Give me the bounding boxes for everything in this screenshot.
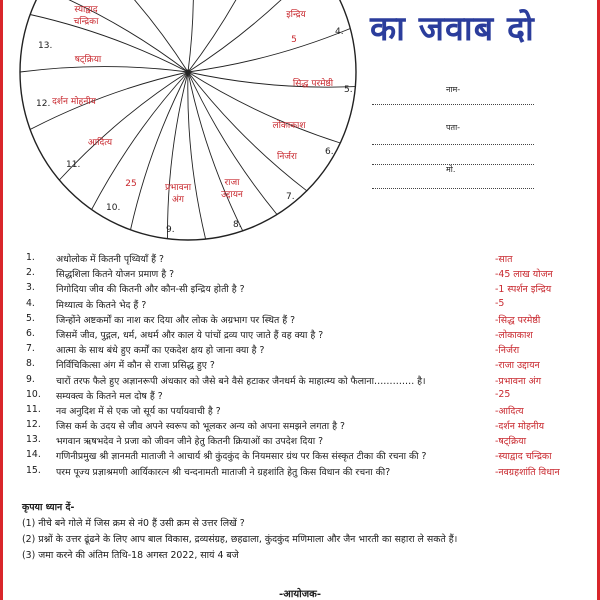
name-field[interactable]	[372, 104, 534, 105]
answer-text: -लोकाकाश	[495, 329, 533, 341]
question-number: 3.	[26, 282, 35, 294]
wheel-answer-label: आदित्य	[87, 138, 113, 148]
question-number: 9.	[26, 373, 35, 385]
wheel-spoke	[20, 67, 188, 72]
answer-text: -45 लाख योजन	[495, 269, 553, 281]
question-row	[26, 358, 586, 373]
answer-text: -राजा उद्दायन	[495, 360, 540, 372]
question-row	[26, 434, 586, 449]
answer-text: -निर्जरा	[495, 345, 520, 357]
answer-text: -प्रभावना अंग	[495, 375, 542, 387]
answer-text: -सात	[495, 254, 513, 265]
wheel-number: 13.	[38, 41, 53, 51]
question-row	[26, 282, 586, 297]
question-row	[26, 419, 586, 434]
question-text: निगोदिया जीव की कितनी और कौन-सी इन्द्रिय होती है ?	[56, 284, 245, 296]
wheel-answer-label: लोकाकाश	[272, 121, 306, 131]
question-number: 5.	[26, 312, 35, 324]
question-number: 2.	[26, 267, 35, 279]
question-number: 6.	[26, 327, 35, 339]
wheel-number: 8.	[233, 220, 242, 230]
wheel-answer-label: राजा उद्दायन	[221, 178, 243, 200]
question-list	[26, 252, 586, 480]
question-row	[26, 267, 586, 282]
question-row	[26, 298, 586, 313]
question-number: 4.	[26, 297, 35, 309]
wheel-spoke	[188, 0, 272, 72]
answer-text: -25	[495, 388, 511, 400]
address-label: पता-	[446, 123, 461, 132]
question-text: मिथ्यात्व के कितने भेद हैं ?	[56, 299, 147, 311]
question-text: परम पूज्य प्रज्ञाश्रमणी आर्यिकारत्न श्री चन्दनामती माताजी ने ग्रहशांति हेतु किस विधान की रचना की?	[56, 466, 391, 478]
question-text: भगवान ऋषभदेव ने प्रजा को जीवन जीने हेतु कितनी क्रियाओं का उपदेश दिया ?	[56, 436, 324, 448]
mobile-label: मो.	[446, 165, 456, 174]
page-title: का जवाब दो	[370, 9, 535, 49]
answer-text: -नवग्रहशांति विधान	[495, 466, 560, 478]
wheel-circle	[20, 0, 356, 240]
note-item: (3) जमा करने की अंतिम तिथि-18 अगस्त 2022, सायं 4 बजे	[22, 550, 239, 561]
question-text: नव अनुदिश में से एक जो सूर्य का पर्यायवाची है ?	[56, 405, 221, 417]
wheel-answer-label: 25	[125, 179, 137, 189]
wheel-answer-label: स्याद्वाद चन्द्रिका	[73, 5, 99, 27]
answer-text: -आदित्य	[495, 405, 524, 417]
question-row	[26, 252, 586, 267]
question-row	[26, 343, 586, 358]
wheel-answer-label: निर्जरा	[276, 152, 298, 162]
question-text: जिस कर्म के उदय से जीव अपने स्वरूप को भूलकर अन्य को अपना समझने लगता है ?	[56, 421, 345, 433]
wheel-spoke	[30, 15, 188, 73]
wheel-number: 7.	[286, 192, 295, 202]
question-number: 12.	[26, 419, 41, 431]
question-number: 1.	[26, 252, 35, 263]
question-text: सिद्धशिला कितने योजन प्रमाण है ?	[56, 269, 175, 281]
question-number: 8.	[26, 358, 35, 370]
notes-heading: कृपया ध्यान दें-	[22, 502, 75, 513]
wheel-number: 10.	[106, 203, 121, 213]
question-number: 10.	[26, 388, 41, 400]
wheel-number: 4.	[335, 27, 344, 37]
wheel-spoke	[188, 0, 193, 72]
answer-text: -षट्क्रिया	[495, 436, 527, 448]
wheel-spoke	[167, 72, 188, 239]
wheel-number: 6.	[325, 147, 334, 157]
wheel-hub	[186, 70, 191, 75]
question-number: 14.	[26, 449, 41, 461]
question-text: अधोलोक में कितनी पृथ्वियाँ हैं ?	[56, 254, 164, 265]
question-text: चारों तरफ फैले हुए अज्ञानरूपी अंधकार को जैसे बने वैसे हटाकर जैनधर्म के माहात्म्य को फैलाना…………. है।	[56, 375, 426, 387]
wheel-spoke	[188, 72, 206, 239]
question-row	[26, 465, 586, 480]
wheel-answer-label: 5	[291, 35, 297, 45]
question-number: 11.	[26, 403, 41, 415]
notes-section	[22, 500, 457, 564]
question-text: निर्विचिकित्सा अंग में कौन से राजा प्रसिद्ध हुए ?	[56, 360, 215, 372]
question-text: सम्यक्त्व के कितने मल दोष हैं ?	[56, 390, 163, 402]
note-item: (1) नीचे बने गोले में जिस क्रम से नं0 हैं उसी क्रम से उत्तर लिखें ?	[22, 518, 245, 529]
wheel-spoke	[131, 72, 189, 230]
question-number: 13.	[26, 434, 41, 446]
answer-text: -सिद्ध परमेष्ठी	[495, 314, 541, 326]
wheel-spoke	[188, 72, 307, 191]
answer-text: -1 स्पर्शन इन्द्रिय	[495, 284, 552, 296]
mobile-field[interactable]	[372, 188, 534, 189]
question-row	[26, 328, 586, 343]
question-row	[26, 313, 586, 328]
question-number: 15.	[26, 464, 41, 476]
wheel-answer-label: प्रभावना अंग	[164, 183, 192, 205]
wheel-number: 11.	[66, 160, 81, 170]
answer-text: -5	[495, 297, 505, 309]
question-row	[26, 449, 586, 464]
answer-text: -स्याद्वाद चन्द्रिका	[495, 451, 552, 463]
question-row	[26, 374, 586, 389]
question-row	[26, 404, 586, 419]
note-item: (2) प्रश्नों के उत्तर ढूंढने के लिए आप बाल विकास, द्रव्यसंग्रह, छहढाला, कुंदकुंद मणिमाला और जैन भारती का सहारा ले सकते हैं।	[22, 534, 458, 545]
wheel-answer-label: षट्क्रिया	[74, 55, 102, 65]
question-text: गणिनीप्रमुख श्री ज्ञानमती माताजी ने आचार्य श्री कुंदकुंद के नियमसार ग्रंथ पर किस संस्कृत टीका की रचना की ?	[56, 451, 427, 463]
question-text: जिन्होंने अष्टकर्मों का नाश कर दिया और लोक के अग्रभाग पर स्थित हैं ?	[56, 314, 296, 326]
wheel-number: 12.	[36, 99, 51, 109]
wheel-answer-label: इन्द्रिय	[286, 10, 306, 20]
question-text: आत्मा के साथ बंधे हुए कर्मों का एकदेश क्षय हो जाना क्या है ?	[56, 345, 265, 357]
question-text: जिसमें जीव, पुद्गल, धर्म, अधर्म और काल ये पांचों द्रव्य पाए जाते हैं वह क्या है ?	[56, 329, 324, 341]
wheel-number: 9.	[166, 225, 175, 235]
wheel-number: 5.	[344, 85, 353, 95]
answer-wheel	[0, 0, 360, 245]
organiser-label: -आयोजक-	[278, 589, 321, 600]
wheel-spoke	[188, 29, 350, 73]
question-row	[26, 389, 586, 404]
wheel-answer-label: दर्शन मोहनीय	[52, 97, 96, 107]
wheel-spoke	[188, 72, 243, 231]
wheel-answer-label: सिद्ध परमेष्ठी	[292, 79, 334, 89]
name-label: नाम-	[446, 85, 461, 94]
address-field-1[interactable]	[372, 144, 534, 145]
question-number: 7.	[26, 343, 35, 355]
answer-text: -दर्शन मोहनीय	[495, 421, 545, 433]
